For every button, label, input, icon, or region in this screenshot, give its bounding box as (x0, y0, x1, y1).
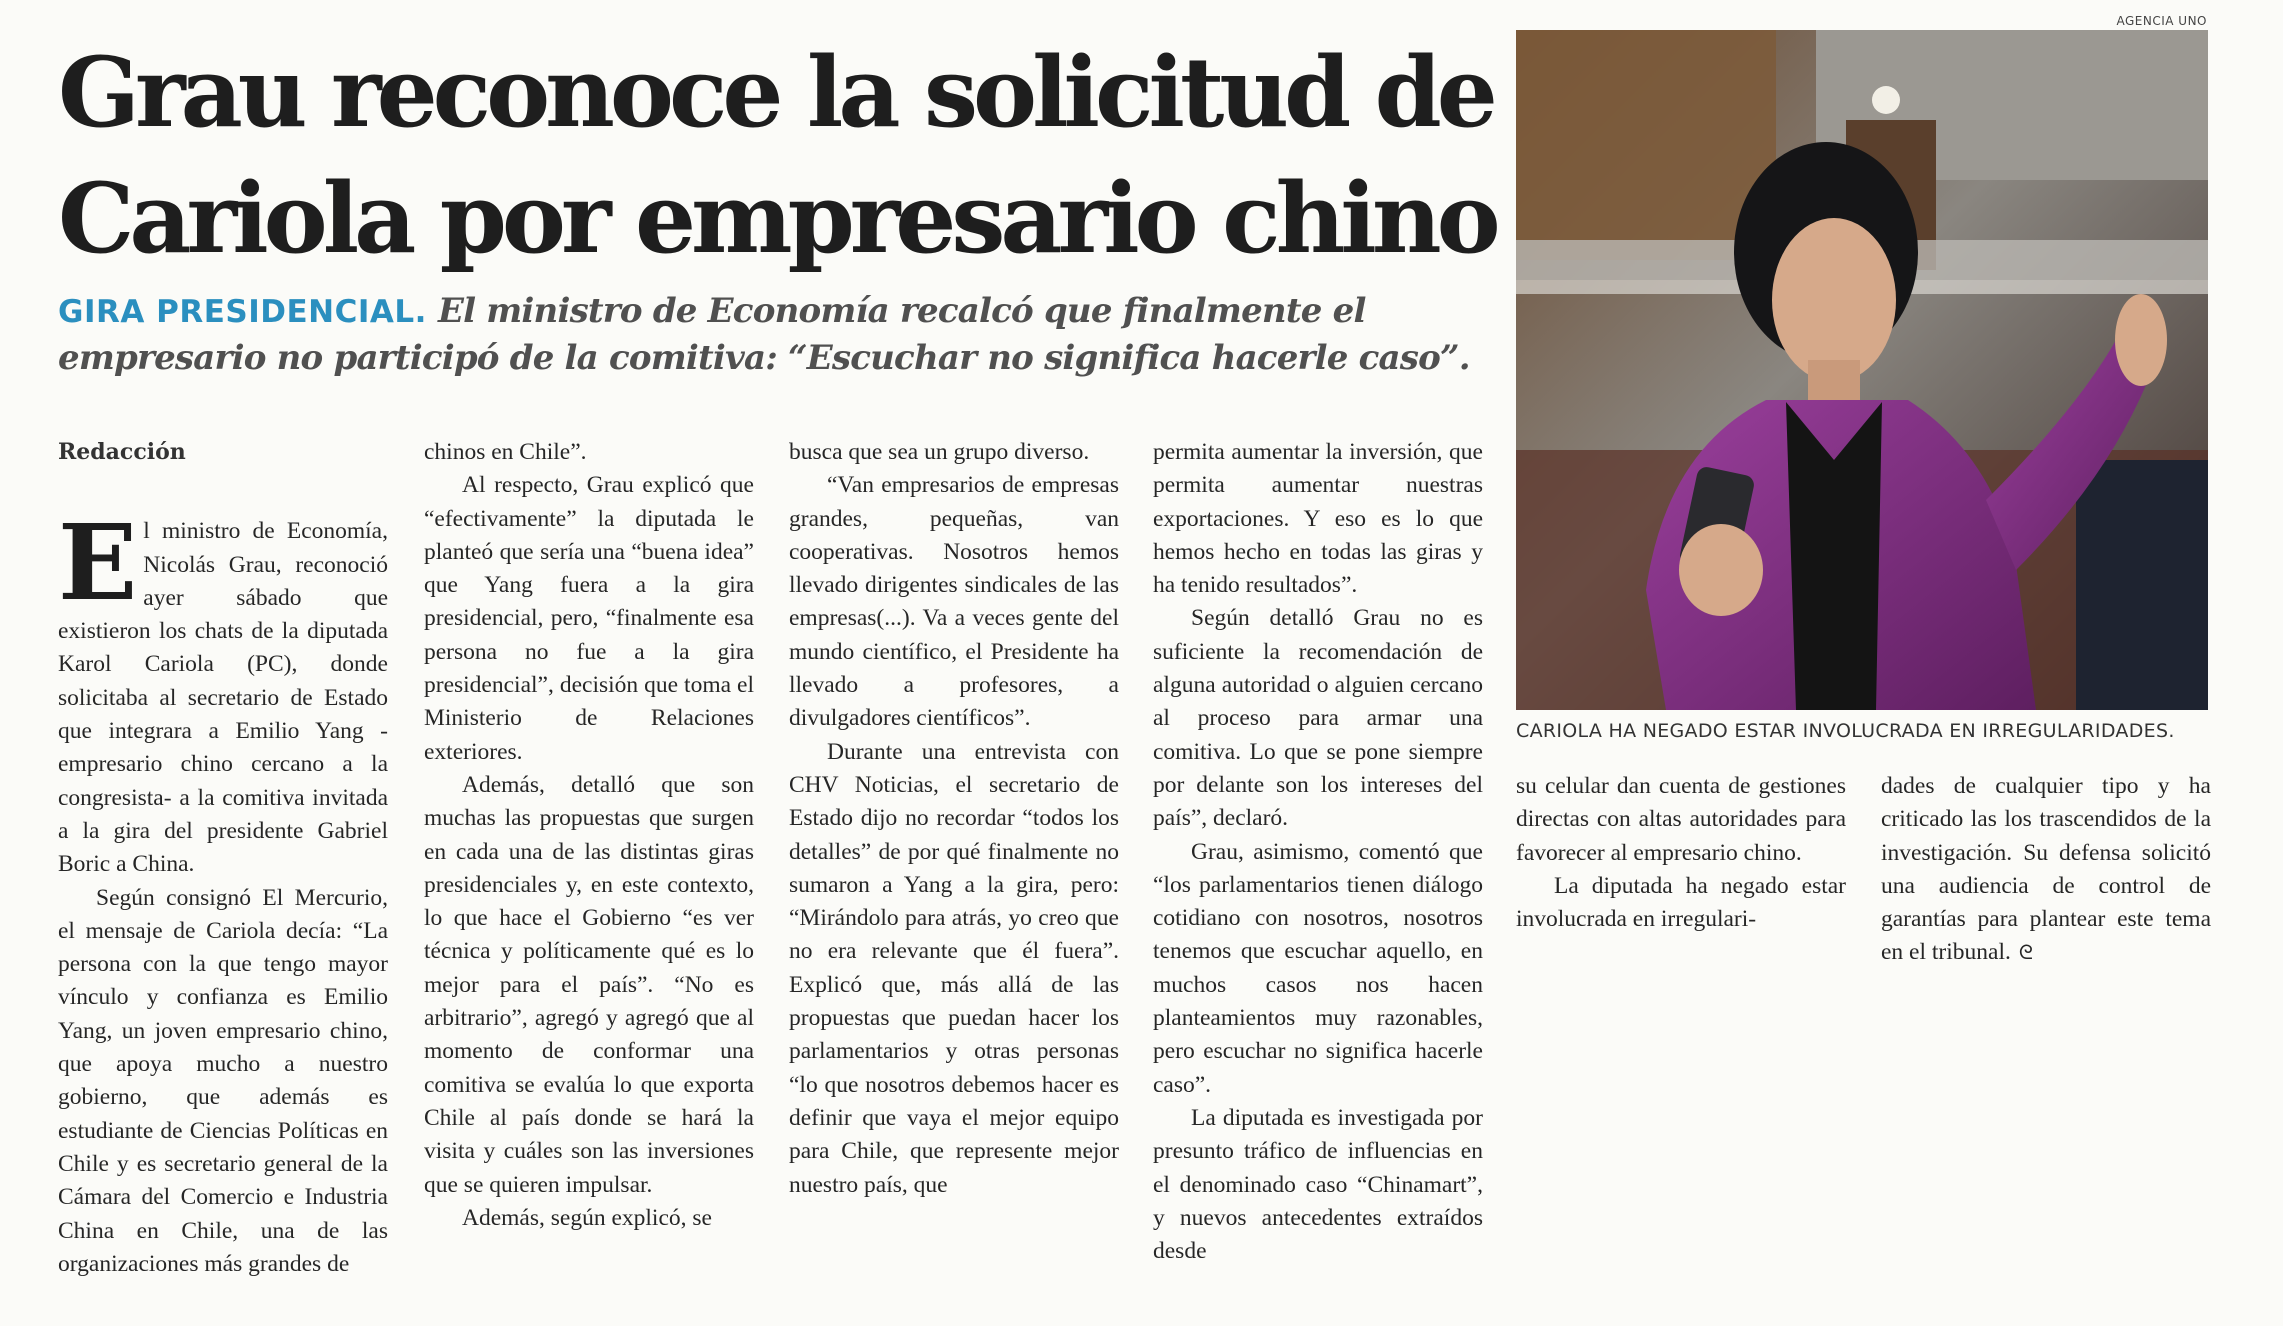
paragraph: Además, según explicó, se (462, 1204, 712, 1231)
paragraph (1881, 770, 2211, 970)
paragraph: La diputada ha negado estar involucrada en irregulari- (1516, 872, 1846, 933)
paragraph: Según detalló Grau no es suficiente la recomendación de alguna autoridad o alguien cercano al proceso para armar una comitiva. Lo que se pone siempre por delante son los intereses del país”, declaró. (1153, 605, 1483, 832)
paragraph: Además, detalló que son muchas las propuestas que surgen en cada una de las distintas giras presidenciales y, en este contexto, lo que hace el Gobierno “es ver técnica y políticamente qué es lo mejor para el país”. “No es arbitrario”, agregó y agregó que al momento de conformar una comitiva se evalúa lo que exporta Chile al país donde se hará la visita y cuáles son las inversiones que se quieren impulsar. (424, 771, 754, 1198)
article-column-5 (1516, 770, 1846, 936)
deck (58, 288, 1498, 381)
end-mark-icon: ᘓ (2018, 940, 2033, 965)
paragraph-text: l ministro de Economía, Nicolás Grau, reconoció ayer sábado que existieron los chats de la diputada Karol Cariola (PC), donde solicitaba al secretario de Estado que integrara a Emilio Yang -empresario chino cercano a la congresista- a la comitiva invitada a la gira del presidente Gabriel Boric a China. (58, 518, 388, 878)
paragraph: La diputada es investigada por presunto tráfico de influencias en el denominado caso “Chinamart”, y nuevos antecedentes extraídos desde (1153, 1104, 1483, 1265)
article-column-6 (1881, 770, 2211, 970)
paragraph: chinos en Chile”. (424, 439, 587, 465)
photo-caption: CARIOLA HA NEGADO ESTAR INVOLUCRADA EN IRREGULARIDADES. (1516, 720, 2175, 742)
paragraph: Grau, asimismo, comentó que “los parlamentarios tienen diálogo cotidiano con nosotros, nosotros tenemos que escuchar aquello, en muchos casos nos hacen planteamientos muy razonables, pero escuchar no significa hacerle caso”. (1153, 838, 1483, 1098)
paragraph: permita aumentar la inversión, que permita aumentar nuestras exportaciones. Y eso es lo que hemos hecho en todas las giras y ha tenido resultados”. (1153, 439, 1483, 599)
headline-line-1: Grau reconoce la solicitud de (58, 36, 1493, 149)
paragraph: su celular dan cuenta de gestiones directas con altas autoridades para favorecer al empresario chino. (1516, 773, 1846, 866)
photo-illustration (1516, 30, 2208, 710)
article-column-3 (789, 436, 1119, 1202)
news-photo (1516, 30, 2208, 710)
headline (58, 30, 1496, 282)
photo-credit: AGENCIA UNO (2116, 14, 2207, 28)
paragraph-text: dades de cualquier tipo y ha criticado las los trascendidos de la investigación. Su defensa solicitó una audiencia de control de garantías para plantear este tema en el tribunal. (1881, 773, 2211, 966)
paragraph: “Van empresarios de empresas grandes, pequeñas, van cooperativas. Nosotros hemos llevado dirigentes sindicales de las empresas(...). Va a veces gente del mundo científico, el Presidente ha llevado a profesores, a divulgadores científicos”. (789, 472, 1119, 732)
headline-line-2: Cariola por empresario chino (58, 162, 1496, 275)
paragraph: Durante una entrevista con CHV Noticias, el secretario de Estado dijo no recordar “todos los detalles” de por qué finalmente no sumaron a Yang a la gira, pero: “Mirándolo para atrás, yo creo que no era relevante que él fuera”. Explicó que, más allá de las propuestas que puedan hacer los parlamentarios y otras personas “lo que nosotros debemos hacer es definir que vaya el mejor equipo para Chile, que represente mejor nuestro país, que (789, 738, 1119, 1198)
paragraph: Según consignó El Mercurio, el mensaje de Cariola decía: “La persona con la que tengo mayor vínculo y confianza es Emilio Yang, un joven empresario chino, que apoya mucho a nuestro gobierno, que además es estudiante de Ciencias Políticas en Chile y es secretario general de la Cámara del Comercio e Industria China en Chile, una de las organizaciones más grandes de (58, 884, 388, 1277)
article-column-1 (58, 436, 388, 1281)
deck-text: El ministro de Economía recalcó que finalmente el empresario no participó de la comitiva: “Escuchar no significa hacerle caso”. (58, 291, 1470, 378)
deck-kicker: GIRA PRESIDENCIAL. (58, 294, 427, 330)
byline: Redacción (58, 439, 186, 465)
drop-cap: E (58, 501, 138, 625)
article-column-4 (1153, 436, 1483, 1268)
paragraph: Al respecto, Grau explicó que “efectivamente” la diputada le planteó que sería una “buena idea” que Yang fuera a la gira presidencial, pero, “finalmente esa persona no fue a la gira presidencial”, decisión que toma el Ministerio de Relaciones exteriores. (424, 472, 754, 765)
paragraph: busca que sea un grupo diverso. (789, 439, 1090, 465)
paragraph (58, 501, 388, 881)
article-column-2 (424, 436, 754, 1235)
